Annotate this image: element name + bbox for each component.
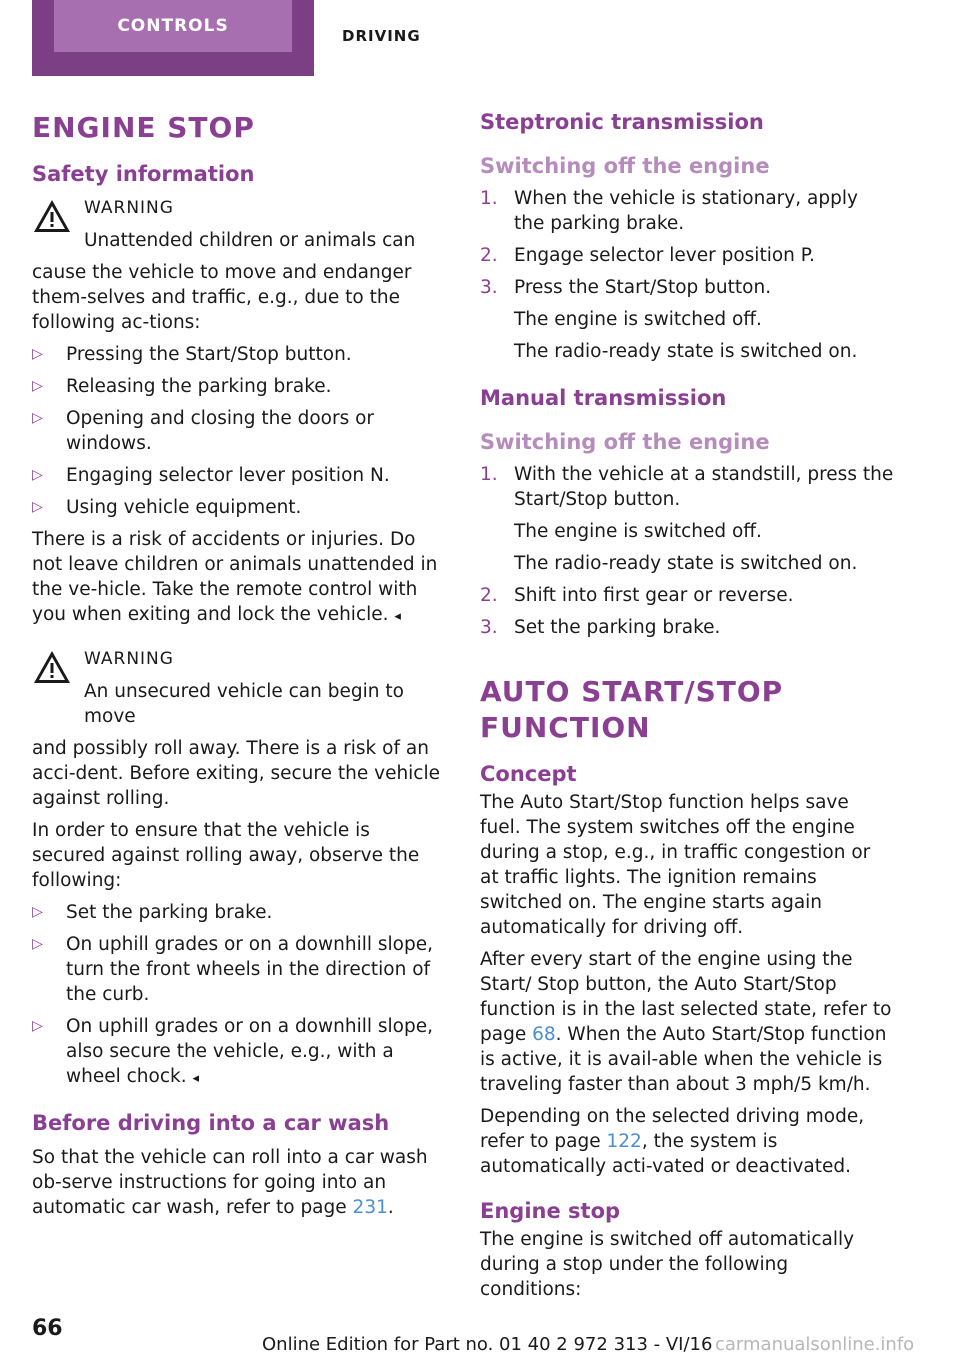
list-item: 3. Press the Start/Stop button. The engine is switched off. The radio-ready state is switched on. bbox=[480, 277, 858, 362]
warning-triangle-icon bbox=[32, 649, 72, 685]
triangle-bullet-icon: ▷ bbox=[32, 936, 43, 952]
triangle-bullet-icon: ▷ bbox=[32, 904, 43, 920]
triangle-bullet-icon: ▷ bbox=[32, 378, 43, 394]
auto-start-stop-title: AUTO START/STOP FUNCTION bbox=[480, 675, 784, 744]
warning-consequence: There is a risk of accidents or injuries. Do not leave children or animals unattended in the ve‐hicle. Take the remote control with you when exiting and lock the vehicle. ◂ bbox=[32, 529, 438, 625]
warning-label: WARNING bbox=[84, 649, 174, 669]
concept-heading: Concept bbox=[480, 762, 577, 786]
concept-text: The Auto Start/Stop function helps save fuel. The system switches off the engine during a stop, e.g., in traffic congestion or at traffic lights. The ignition remains switched on. The engine starts again automatically for driving off. bbox=[480, 792, 871, 938]
list-item: 2. Engage selector lever position P. bbox=[480, 245, 815, 266]
warning-block-1 bbox=[32, 196, 446, 253]
list-item: ▷ Opening and closing the doors or windows. bbox=[32, 408, 375, 454]
list-item: ▷ Using vehicle equipment. bbox=[32, 497, 302, 518]
list-item: ▷ Pressing the Start/Stop button. bbox=[32, 344, 352, 365]
safety-heading: Safety information bbox=[32, 162, 255, 186]
engine-stop-text: The engine is switched off automatically during a stop under the following conditions: bbox=[480, 1229, 855, 1300]
warning-intro: In order to ensure that the vehicle is secured against rolling away, observe the following: bbox=[32, 820, 420, 891]
warning-text-start: Unattended children or animals can bbox=[84, 230, 416, 251]
warning-triangle-icon bbox=[32, 198, 72, 234]
switch-off-heading: Switching off the engine bbox=[480, 154, 770, 178]
list-item: ▷ Releasing the parking brake. bbox=[32, 376, 332, 397]
page-link-68[interactable]: 68 bbox=[532, 1024, 556, 1045]
list-item: 2. Shift into first gear or reverse. bbox=[480, 585, 794, 606]
page-link-122[interactable]: 122 bbox=[606, 1131, 642, 1152]
triangle-bullet-icon: ▷ bbox=[32, 467, 43, 483]
warning-label: WARNING bbox=[84, 198, 174, 218]
tab-controls-label: CONTROLS bbox=[54, 0, 292, 52]
right-column bbox=[480, 100, 894, 1309]
manual-heading: Manual transmission bbox=[480, 386, 727, 410]
carwash-text: So that the vehicle can roll into a car wash ob‐serve instructions for going into an automatic car wash, refer to page 231. bbox=[32, 1147, 428, 1218]
list-item: 3. Set the parking brake. bbox=[480, 617, 721, 638]
warning-text: and possibly roll away. There is a risk of an acci‐dent. Before exiting, secure the vehicle against rolling. bbox=[32, 738, 441, 809]
switch-off-heading: Switching off the engine bbox=[480, 430, 770, 454]
warning-text-start: An unsecured vehicle can begin to move bbox=[84, 681, 404, 727]
end-mark-icon: ◂ bbox=[394, 609, 401, 624]
steptronic-steps bbox=[480, 186, 894, 364]
triangle-bullet-icon: ▷ bbox=[32, 346, 43, 362]
engine-stop-heading: Engine stop bbox=[480, 1199, 621, 1223]
warning-block-2 bbox=[32, 647, 446, 729]
after-start-text: After every start of the engine using the Start/ Stop button, the Auto Start/Stop function is in the last selected state, refer to page 68. When the Auto Start/Stop function is active, it is avail‐able when the vehicle is traveling faster than about 3 mph/5 km/h. bbox=[480, 949, 892, 1095]
triangle-bullet-icon: ▷ bbox=[32, 499, 43, 515]
tab-controls[interactable] bbox=[32, 0, 314, 76]
triangle-bullet-icon: ▷ bbox=[32, 410, 43, 426]
warning-text: cause the vehicle to move and endanger them‐selves and traffic, e.g., due to the following ac‐tions: bbox=[32, 262, 412, 333]
driving-mode-text: Depending on the selected driving mode, refer to page 122, the system is automatically acti‐vated or deactivated. bbox=[480, 1106, 865, 1177]
engine-stop-title: ENGINE STOP bbox=[32, 111, 255, 144]
list-item: ▷ Engaging selector lever position N. bbox=[32, 465, 390, 486]
securing-list bbox=[32, 900, 446, 1091]
list-item: ▷ On uphill grades or on a downhill slope, turn the front wheels in the direction of the curb. bbox=[32, 934, 433, 1005]
list-item: 1. When the vehicle is stationary, apply the parking brake. bbox=[480, 188, 858, 234]
steptronic-heading: Steptronic transmission bbox=[480, 110, 764, 134]
manual-steps bbox=[480, 462, 894, 640]
list-item: ▷ Set the parking brake. bbox=[32, 902, 273, 923]
watermark: carmanualsonline.info bbox=[715, 1334, 915, 1355]
tab-driving[interactable]: DRIVING bbox=[342, 27, 421, 45]
list-item: 1. With the vehicle at a standstill, press the Start/Stop button. The engine is switched off. The radio-ready state is switched on. bbox=[480, 464, 894, 574]
edition-footer: Online Edition for Part no. 01 40 2 972 313 - VI/16 bbox=[262, 1334, 713, 1355]
warning-action-list bbox=[32, 342, 446, 520]
left-column bbox=[32, 100, 446, 1227]
end-mark-icon: ◂ bbox=[192, 1071, 200, 1086]
page-link-231[interactable]: 231 bbox=[352, 1197, 388, 1218]
carwash-heading: Before driving into a car wash bbox=[32, 1111, 390, 1135]
list-item: ▷ On uphill grades or on a downhill slope, also secure the vehicle, e.g., with a wheel chock. ◂ bbox=[32, 1016, 433, 1087]
page-number: 66 bbox=[32, 1316, 63, 1341]
triangle-bullet-icon: ▷ bbox=[32, 1018, 43, 1034]
